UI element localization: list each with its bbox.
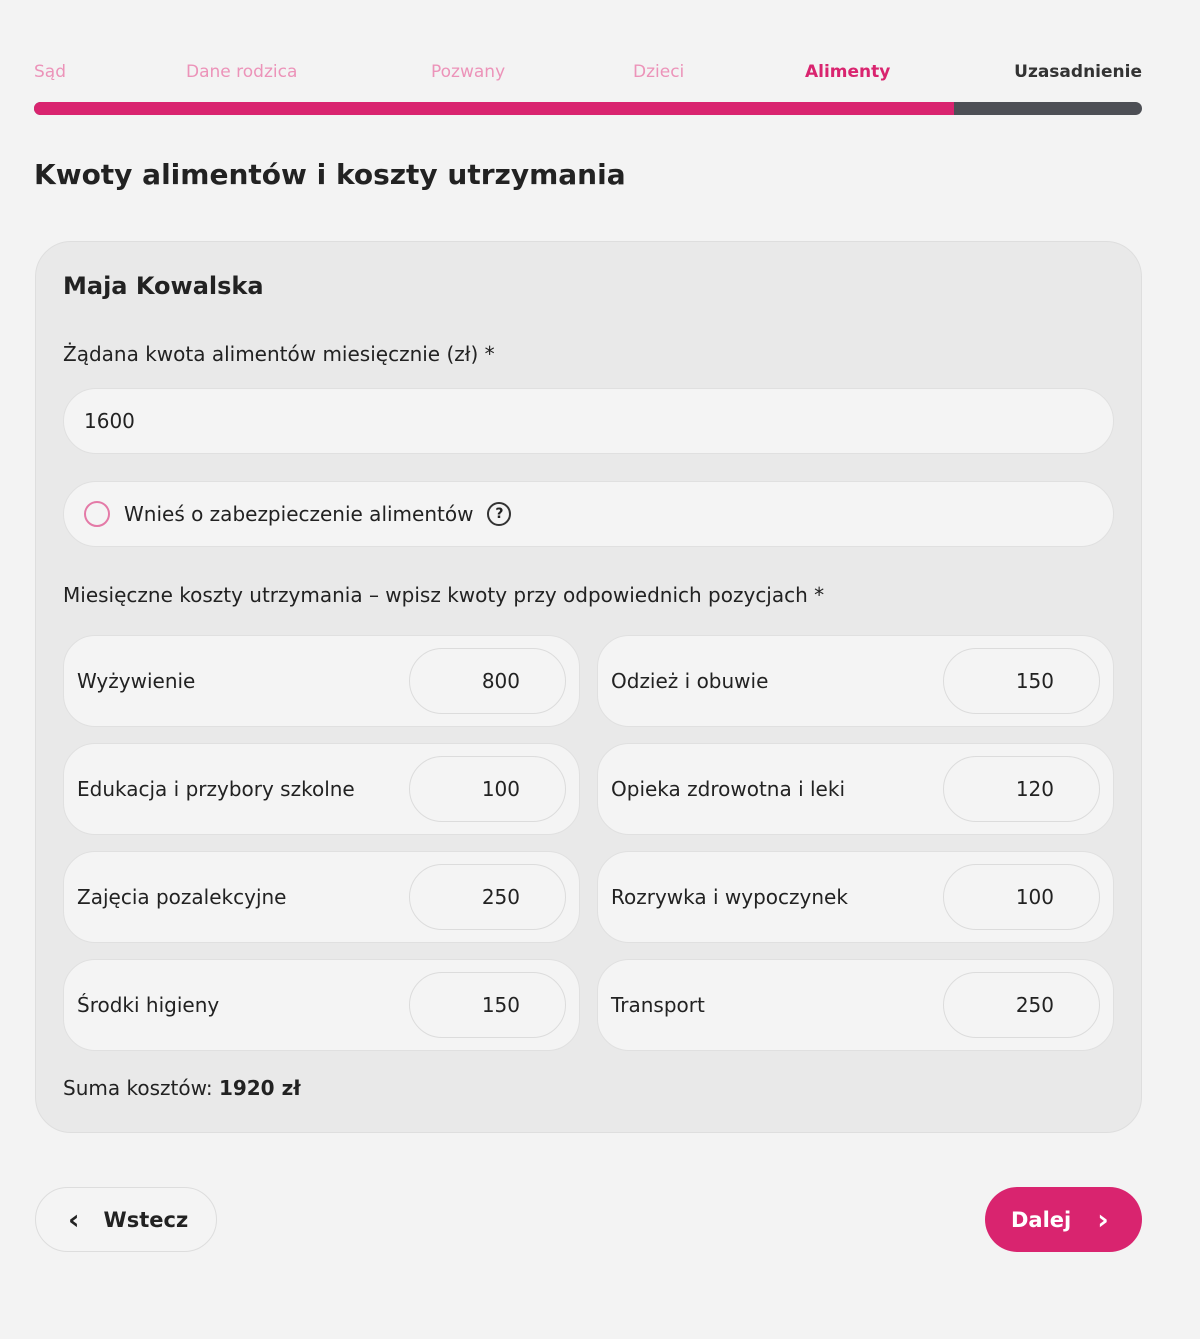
next-button[interactable]	[985, 1187, 1142, 1252]
cost-input[interactable]	[943, 864, 1100, 930]
cost-label: Zajęcia pozalekcyjne	[77, 885, 287, 909]
cost-input[interactable]	[409, 972, 566, 1038]
cost-label: Wyżywienie	[77, 669, 196, 693]
cost-value: 150	[481, 993, 520, 1017]
chevron-right-icon: ›	[1097, 1203, 1109, 1236]
cost-input[interactable]	[409, 756, 566, 822]
step-sad[interactable]: Sąd	[34, 62, 66, 82]
progress-fill	[34, 102, 954, 115]
back-button[interactable]	[35, 1187, 217, 1252]
cost-value: 250	[481, 885, 520, 909]
back-label: Wstecz	[103, 1207, 189, 1232]
cost-item	[597, 851, 1114, 943]
cost-value: 100	[481, 777, 520, 801]
cost-value: 120	[1015, 777, 1054, 801]
cost-input[interactable]	[409, 864, 566, 930]
page-title: Kwoty alimentów i koszty utrzymania	[34, 158, 626, 191]
cost-input[interactable]	[943, 756, 1100, 822]
cost-item	[63, 635, 580, 727]
stepper	[34, 62, 1142, 92]
step-dzieci[interactable]: Dzieci	[633, 62, 685, 82]
cost-label: Rozrywka i wypoczynek	[611, 885, 848, 909]
child-card	[35, 241, 1142, 1133]
security-label: Wnieś o zabezpieczenie alimentów	[124, 502, 474, 526]
step-dane-rodzica[interactable]: Dane rodzica	[186, 62, 298, 82]
cost-input[interactable]	[943, 648, 1100, 714]
cost-label: Transport	[611, 993, 705, 1017]
cost-item	[597, 743, 1114, 835]
amount-input[interactable]	[63, 388, 1114, 454]
cost-item	[63, 851, 580, 943]
cost-sum	[63, 1076, 301, 1100]
radio-icon[interactable]	[84, 501, 110, 527]
sum-label: Suma kosztów:	[63, 1076, 213, 1100]
chevron-left-icon: ‹	[68, 1203, 80, 1236]
security-toggle[interactable]	[63, 481, 1114, 547]
cost-item	[63, 743, 580, 835]
progress-bar	[34, 102, 1142, 115]
cost-value: 100	[1015, 885, 1054, 909]
cost-label: Opieka zdrowotna i leki	[611, 777, 845, 801]
cost-item	[597, 959, 1114, 1051]
next-label: Dalej	[1011, 1207, 1072, 1232]
cost-value: 250	[1015, 993, 1054, 1017]
costs-label: Miesięczne koszty utrzymania – wpisz kwoty przy odpowiednich pozycjach *	[63, 583, 825, 607]
amount-value: 1600	[84, 409, 135, 433]
cost-label: Odzież i obuwie	[611, 669, 769, 693]
cost-label: Edukacja i przybory szkolne	[77, 777, 355, 801]
cost-item	[597, 635, 1114, 727]
child-name: Maja Kowalska	[63, 272, 264, 300]
step-uzasadnienie: Uzasadnienie	[1014, 62, 1142, 82]
amount-label: Żądana kwota alimentów miesięcznie (zł) *	[63, 342, 495, 366]
cost-input[interactable]	[943, 972, 1100, 1038]
cost-value: 800	[481, 669, 520, 693]
cost-item	[63, 959, 580, 1051]
cost-value: 150	[1015, 669, 1054, 693]
cost-label: Środki higieny	[77, 993, 220, 1017]
sum-value: 1920 zł	[218, 1076, 301, 1100]
step-pozwany[interactable]: Pozwany	[431, 62, 506, 82]
help-icon[interactable]: ?	[487, 502, 511, 526]
costs-grid	[63, 635, 1114, 1051]
step-alimenty[interactable]: Alimenty	[805, 62, 891, 82]
cost-input[interactable]	[409, 648, 566, 714]
